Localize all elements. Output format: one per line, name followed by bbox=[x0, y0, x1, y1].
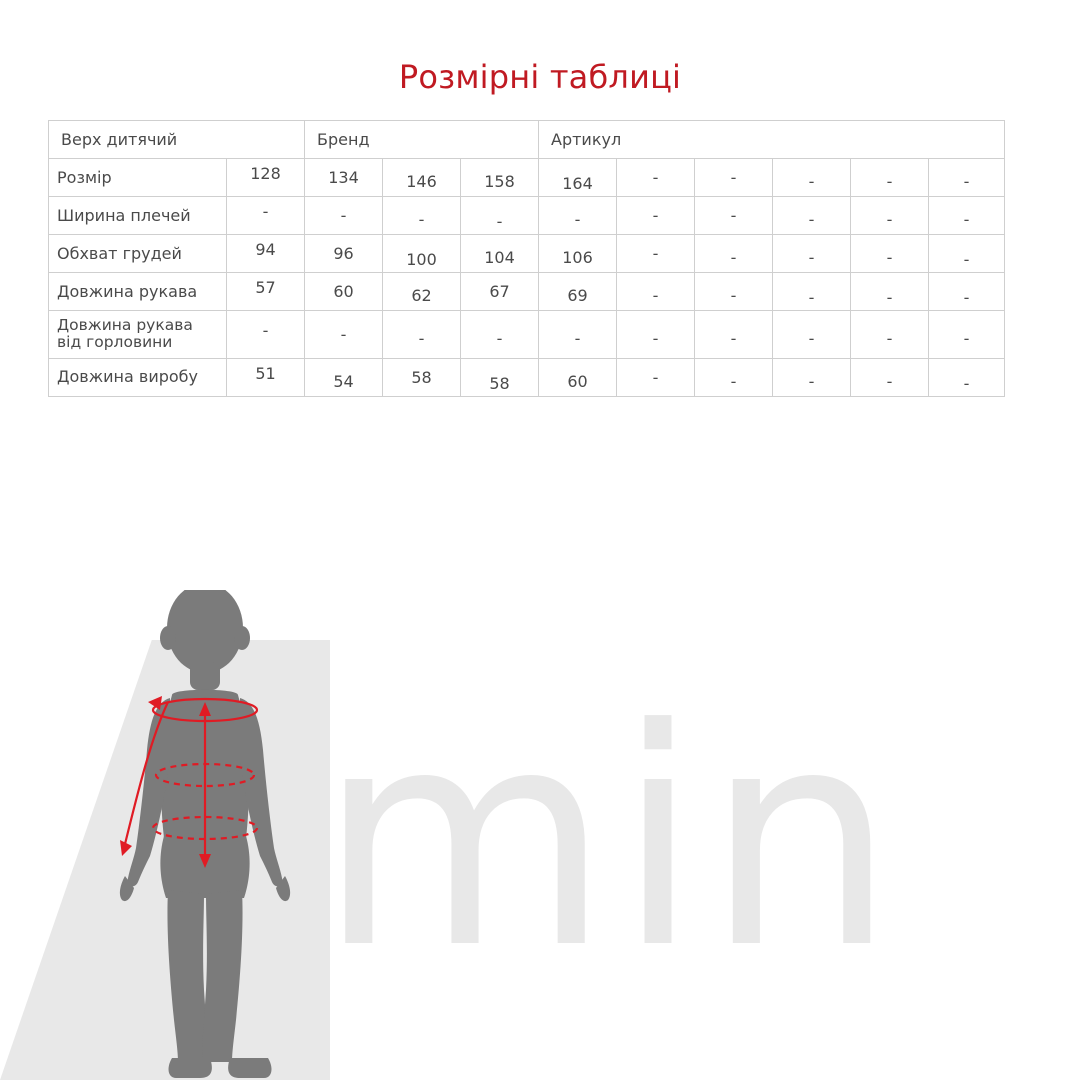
cell-value: 146 bbox=[406, 172, 437, 191]
row-label: Розмір bbox=[49, 159, 227, 197]
cell-value: - bbox=[730, 328, 737, 348]
cell-value: - bbox=[963, 250, 970, 269]
cell-value: - bbox=[652, 206, 659, 225]
cell-value: 57 bbox=[255, 278, 276, 297]
cell-value: - bbox=[808, 248, 815, 267]
cell-value: 94 bbox=[255, 240, 276, 259]
cell-value: - bbox=[574, 328, 581, 348]
cell-value: - bbox=[963, 288, 970, 307]
cell-value: - bbox=[730, 206, 737, 225]
cell-value: - bbox=[652, 328, 659, 348]
cell-value: - bbox=[652, 244, 659, 263]
size-table-container bbox=[48, 120, 1004, 397]
cell-value: - bbox=[652, 367, 659, 387]
cell-value: - bbox=[496, 212, 503, 231]
row-label: Довжина виробу bbox=[49, 358, 227, 396]
cell-value: - bbox=[652, 286, 659, 305]
cell-value: - bbox=[340, 206, 347, 225]
cell-value: - bbox=[886, 172, 893, 191]
cell-value: - bbox=[730, 371, 737, 391]
cell-value: - bbox=[340, 324, 347, 344]
cell-value: 62 bbox=[411, 286, 432, 305]
cell-value: - bbox=[262, 202, 269, 221]
table-row bbox=[49, 358, 1005, 396]
cell-value: - bbox=[808, 328, 815, 348]
cell-value: 100 bbox=[406, 250, 437, 269]
cell-value: - bbox=[886, 288, 893, 307]
cell-value: 128 bbox=[250, 164, 281, 183]
cell-value: - bbox=[652, 168, 659, 187]
cell-value: - bbox=[418, 328, 425, 348]
cell-value: 104 bbox=[484, 248, 515, 267]
cell-value: - bbox=[418, 210, 425, 229]
cell-value: - bbox=[730, 286, 737, 305]
table-row bbox=[49, 273, 1005, 311]
header-article: Артикул bbox=[539, 121, 1005, 159]
page-title: Розмірні таблиці bbox=[398, 58, 682, 96]
cell-value: 96 bbox=[333, 244, 354, 263]
cell-value: - bbox=[730, 248, 737, 267]
table-row bbox=[49, 311, 1005, 359]
cell-value: - bbox=[886, 210, 893, 229]
cell-value: - bbox=[808, 172, 815, 191]
cell-value: 60 bbox=[567, 371, 588, 391]
table-row bbox=[49, 197, 1005, 235]
cell-value: 54 bbox=[333, 371, 354, 391]
cell-value: - bbox=[963, 373, 970, 393]
cell-value: 164 bbox=[562, 174, 593, 193]
cell-value: 60 bbox=[333, 282, 354, 301]
cell-value: 58 bbox=[411, 367, 432, 387]
child-body-silhouette-icon bbox=[100, 590, 340, 1080]
cell-value: 51 bbox=[255, 363, 276, 383]
cell-value: 134 bbox=[328, 168, 359, 187]
header-brand: Бренд bbox=[305, 121, 539, 159]
cell-value: 58 bbox=[489, 373, 510, 393]
row-label: Довжина рукава bbox=[49, 273, 227, 311]
cell-value: - bbox=[886, 328, 893, 348]
table-row bbox=[49, 235, 1005, 273]
size-table bbox=[48, 120, 1005, 397]
cell-value: 106 bbox=[562, 248, 593, 267]
cell-value: - bbox=[496, 328, 503, 348]
cell-value: - bbox=[886, 248, 893, 267]
cell-value: - bbox=[963, 328, 970, 348]
cell-value: 67 bbox=[489, 282, 510, 301]
row-label: Ширина плечей bbox=[49, 197, 227, 235]
header-category: Верх дитячий bbox=[49, 121, 305, 159]
cell-value: 158 bbox=[484, 172, 515, 191]
cell-value: - bbox=[574, 210, 581, 229]
cell-value: - bbox=[963, 172, 970, 191]
row-label: Довжина рукава від горловини bbox=[49, 311, 227, 359]
table-row bbox=[49, 159, 1005, 197]
cell-value: - bbox=[808, 371, 815, 391]
cell-value: - bbox=[808, 288, 815, 307]
cell-value: - bbox=[808, 210, 815, 229]
cell-value: - bbox=[730, 168, 737, 187]
row-label: Обхват грудей bbox=[49, 235, 227, 273]
cell-value: 69 bbox=[567, 286, 588, 305]
table-header-row bbox=[49, 121, 1005, 159]
watermark-logo: min bbox=[318, 665, 902, 1014]
cell-value: - bbox=[262, 320, 269, 340]
cell-value: - bbox=[963, 210, 970, 229]
measurement-figure bbox=[100, 590, 340, 1080]
cell-value: - bbox=[886, 371, 893, 391]
